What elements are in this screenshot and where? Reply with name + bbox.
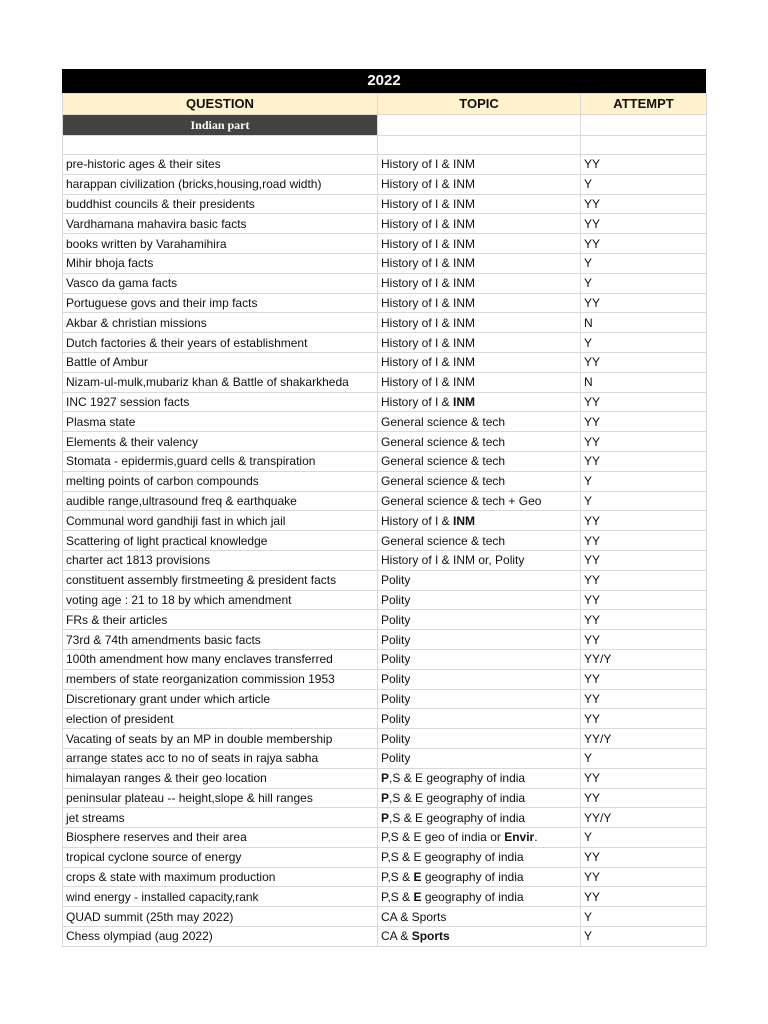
table-row [63, 867, 707, 887]
attempt-cell[interactable]: Y [581, 253, 707, 273]
topic-text: General science & tech [381, 454, 506, 469]
topic-cell[interactable] [378, 352, 581, 372]
question-cell[interactable]: wind energy - installed capacity,rank [63, 887, 378, 907]
attempt-cell[interactable]: YY [581, 689, 707, 709]
topic-text: Polity [381, 592, 411, 607]
topic-cell[interactable] [378, 550, 581, 570]
topic-cell[interactable] [378, 590, 581, 610]
table-row [63, 570, 707, 590]
attempt-cell[interactable]: YY [581, 550, 707, 570]
topic-text: Polity [381, 612, 411, 627]
topic-text: Polity [381, 573, 411, 588]
table-cell[interactable] [581, 115, 707, 136]
topic-text: ,S & E geography of india [389, 790, 526, 805]
question-cell[interactable]: harappan civilization (bricks,housing,road width) [63, 174, 378, 194]
attempt-cell[interactable]: N [581, 313, 707, 333]
topic-text-bold: P [381, 771, 390, 786]
question-cell[interactable]: Chess olympiad (aug 2022) [63, 927, 378, 947]
attempt-cell[interactable]: YY [581, 194, 707, 214]
topic-text: History of I & INM [381, 256, 476, 271]
question-cell[interactable]: Scattering of light practical knowledge [63, 531, 378, 551]
table-row [63, 313, 707, 333]
table-row [63, 630, 707, 650]
question-cell[interactable]: constituent assembly firstmeeting & president facts [63, 570, 378, 590]
attempt-cell[interactable]: YY [581, 669, 707, 689]
topic-text-bold: E [413, 870, 422, 885]
table-row [63, 550, 707, 570]
topic-text-bold: P [381, 790, 390, 805]
topic-cell[interactable] [378, 214, 581, 234]
table-row [63, 927, 707, 947]
table-row [63, 828, 707, 848]
topic-text: Polity [381, 632, 411, 647]
questions-table [62, 93, 707, 947]
attempt-cell[interactable]: YY [581, 234, 707, 254]
topic-text: History of I & [381, 394, 454, 409]
topic-text: History of I & INM [381, 375, 476, 390]
topic-text: P,S & E geo of india or [381, 830, 505, 845]
attempt-cell[interactable]: YY [581, 590, 707, 610]
topic-text: CA & [381, 929, 412, 944]
topic-text-bold: P [381, 810, 390, 825]
attempt-cell[interactable]: YY [581, 214, 707, 234]
attempt-cell[interactable]: YY [581, 352, 707, 372]
topic-cell[interactable] [378, 887, 581, 907]
question-cell[interactable]: QUAD summit (25th may 2022) [63, 907, 378, 927]
question-cell[interactable]: tropical cyclone source of energy [63, 847, 378, 867]
question-cell[interactable]: Dutch factories & their years of establishment [63, 333, 378, 353]
topic-text: General science & tech [381, 474, 506, 489]
question-cell[interactable]: jet streams [63, 808, 378, 828]
topic-text-bold: INM [453, 394, 476, 409]
table-row [63, 788, 707, 808]
attempt-cell[interactable]: YY [581, 155, 707, 175]
topic-text: Polity [381, 672, 411, 687]
table-row [63, 174, 707, 194]
attempt-cell[interactable]: Y [581, 907, 707, 927]
attempt-cell[interactable]: Y [581, 748, 707, 768]
attempt-cell[interactable]: Y [581, 273, 707, 293]
topic-cell[interactable] [378, 689, 581, 709]
topic-cell[interactable] [378, 828, 581, 848]
question-cell[interactable]: Akbar & christian missions [63, 313, 378, 333]
topic-text: ,S & E geography of india [389, 810, 526, 825]
attempt-cell[interactable]: Y [581, 471, 707, 491]
question-cell[interactable]: Communal word gandhiji fast in which jail [63, 511, 378, 531]
header-question[interactable]: QUESTION [63, 94, 378, 115]
table-row [63, 155, 707, 175]
topic-cell[interactable] [378, 630, 581, 650]
question-cell[interactable]: Plasma state [63, 412, 378, 432]
topic-cell[interactable] [378, 649, 581, 669]
table-row [63, 590, 707, 610]
table-row [63, 511, 707, 531]
table-row [63, 333, 707, 353]
topic-cell[interactable] [378, 491, 581, 511]
question-cell[interactable]: peninsular plateau -- height,slope & hill ranges [63, 788, 378, 808]
table-row [63, 709, 707, 729]
topic-text-bold: E [413, 889, 422, 904]
topic-cell[interactable] [378, 768, 581, 788]
header-row [63, 94, 707, 115]
attempt-cell[interactable]: YY [581, 392, 707, 412]
table-row [63, 729, 707, 749]
table-row [63, 907, 707, 927]
topic-cell[interactable] [378, 471, 581, 491]
question-cell[interactable]: Vardhamana mahavira basic facts [63, 214, 378, 234]
question-cell[interactable]: election of president [63, 709, 378, 729]
topic-cell[interactable] [378, 867, 581, 887]
topic-text: . [534, 830, 538, 845]
topic-cell[interactable] [378, 194, 581, 214]
attempt-cell[interactable]: YY [581, 788, 707, 808]
table-cell[interactable] [581, 136, 707, 155]
topic-text: History of I & INM [381, 335, 476, 350]
attempt-cell[interactable]: Y [581, 491, 707, 511]
table-row [63, 610, 707, 630]
question-cell[interactable]: 100th amendment how many enclaves transferred [63, 649, 378, 669]
table-row [63, 847, 707, 867]
attempt-cell[interactable]: YY [581, 432, 707, 452]
attempt-cell[interactable]: YY [581, 847, 707, 867]
table-row [63, 412, 707, 432]
topic-cell[interactable] [378, 234, 581, 254]
topic-text-bold: Envir [504, 830, 535, 845]
topic-cell[interactable] [378, 372, 581, 392]
question-cell[interactable]: charter act 1813 provisions [63, 550, 378, 570]
topic-text: History of I & INM [381, 196, 476, 211]
attempt-cell[interactable]: Y [581, 828, 707, 848]
topic-text: History of I & INM [381, 355, 476, 370]
topic-text-bold: INM [453, 513, 476, 528]
topic-text: History of I & INM [381, 295, 476, 310]
question-cell[interactable]: Mihir bhoja facts [63, 253, 378, 273]
topic-text: ,S & E geography of india [389, 771, 526, 786]
attempt-cell[interactable]: YY [581, 630, 707, 650]
question-cell[interactable]: crops & state with maximum production [63, 867, 378, 887]
question-cell[interactable]: himalayan ranges & their geo location [63, 768, 378, 788]
question-cell[interactable]: buddhist councils & their presidents [63, 194, 378, 214]
attempt-cell[interactable]: YY [581, 887, 707, 907]
topic-text: Polity [381, 751, 411, 766]
topic-cell[interactable] [378, 174, 581, 194]
table-row [63, 531, 707, 551]
attempt-cell[interactable]: YY [581, 768, 707, 788]
question-cell[interactable]: arrange states acc to no of seats in rajya sabha [63, 748, 378, 768]
table-row [63, 352, 707, 372]
topic-text: General science & tech [381, 414, 506, 429]
topic-text: History of I & INM or, Polity [381, 553, 525, 568]
table-cell[interactable] [63, 136, 378, 155]
table-cell[interactable] [378, 115, 581, 136]
topic-cell[interactable] [378, 808, 581, 828]
question-cell[interactable]: audible range,ultrasound freq & earthquake [63, 491, 378, 511]
table-row [63, 887, 707, 907]
table-row [63, 689, 707, 709]
topic-text: CA & Sports [381, 909, 447, 924]
attempt-cell[interactable]: Y [581, 927, 707, 947]
question-cell[interactable]: Nizam-ul-mulk,mubariz khan & Battle of shakarkheda [63, 372, 378, 392]
question-cell[interactable]: Battle of Ambur [63, 352, 378, 372]
topic-text: Polity [381, 691, 411, 706]
question-cell[interactable]: FRs & their articles [63, 610, 378, 630]
table-row [63, 451, 707, 471]
attempt-cell[interactable]: Y [581, 174, 707, 194]
attempt-cell[interactable]: YY [581, 867, 707, 887]
topic-text: P,S & [381, 870, 414, 885]
topic-cell[interactable] [378, 451, 581, 471]
topic-text: Polity [381, 711, 411, 726]
topic-text: History of I & INM [381, 216, 476, 231]
topic-cell[interactable] [378, 333, 581, 353]
table-row [63, 768, 707, 788]
topic-cell[interactable] [378, 313, 581, 333]
question-cell[interactable]: voting age : 21 to 18 by which amendment [63, 590, 378, 610]
topic-cell[interactable] [378, 432, 581, 452]
topic-text: General science & tech + Geo [381, 493, 542, 508]
attempt-cell[interactable]: N [581, 372, 707, 392]
question-cell[interactable]: books written by Varahamihira [63, 234, 378, 254]
attempt-cell[interactable]: YY [581, 531, 707, 551]
topic-text: General science & tech [381, 434, 506, 449]
table-row [63, 234, 707, 254]
attempt-cell[interactable]: YY [581, 451, 707, 471]
topic-cell[interactable] [378, 412, 581, 432]
topic-cell[interactable] [378, 748, 581, 768]
topic-text: P,S & [381, 889, 414, 904]
question-cell[interactable]: Stomata - epidermis,guard cells & transpiration [63, 451, 378, 471]
attempt-cell[interactable]: YY/Y [581, 649, 707, 669]
topic-cell[interactable] [378, 927, 581, 947]
topic-text: Polity [381, 731, 411, 746]
attempt-cell[interactable]: YY/Y [581, 729, 707, 749]
attempt-cell[interactable]: YY [581, 709, 707, 729]
topic-text: History of I & INM [381, 276, 476, 291]
topic-text: History of I & INM [381, 157, 476, 172]
table-row [63, 649, 707, 669]
table-row [63, 372, 707, 392]
topic-text: General science & tech [381, 533, 506, 548]
table-row [63, 669, 707, 689]
question-cell[interactable]: Vasco da gama facts [63, 273, 378, 293]
topic-cell[interactable] [378, 531, 581, 551]
topic-text: Polity [381, 652, 411, 667]
topic-text: History of I & INM [381, 236, 476, 251]
topic-text: geography of india [421, 870, 524, 885]
question-cell[interactable]: Portuguese govs and their imp facts [63, 293, 378, 313]
topic-cell[interactable] [378, 293, 581, 313]
header-topic[interactable]: TOPIC [378, 94, 581, 115]
topic-cell[interactable] [378, 511, 581, 531]
question-cell[interactable]: INC 1927 session facts [63, 392, 378, 412]
table-row [63, 432, 707, 452]
question-cell[interactable]: members of state reorganization commission 1953 [63, 669, 378, 689]
topic-text: P,S & E geography of india [381, 850, 524, 865]
topic-cell[interactable] [378, 610, 581, 630]
table-row [63, 194, 707, 214]
table-row [63, 392, 707, 412]
attempt-cell[interactable]: YY [581, 511, 707, 531]
table-row [63, 471, 707, 491]
question-cell[interactable]: Discretionary grant under which article [63, 689, 378, 709]
topic-text: History of I & INM [381, 315, 476, 330]
question-cell[interactable]: Vacating of seats by an MP in double membership [63, 729, 378, 749]
question-cell[interactable]: pre-historic ages & their sites [63, 155, 378, 175]
table-row [63, 214, 707, 234]
topic-cell[interactable] [378, 907, 581, 927]
question-cell[interactable]: Elements & their valency [63, 432, 378, 452]
section-row [63, 115, 707, 136]
attempt-cell[interactable]: YY [581, 610, 707, 630]
empty-row [63, 136, 707, 155]
table-row [63, 293, 707, 313]
topic-cell[interactable] [378, 788, 581, 808]
attempt-cell[interactable]: YY [581, 570, 707, 590]
attempt-cell[interactable]: YY [581, 412, 707, 432]
section-label[interactable]: Indian part [63, 115, 378, 136]
spreadsheet [62, 69, 706, 947]
question-cell[interactable]: Biosphere reserves and their area [63, 828, 378, 848]
topic-cell[interactable] [378, 253, 581, 273]
topic-cell[interactable] [378, 273, 581, 293]
header-attempt[interactable]: ATTEMPT [581, 94, 707, 115]
table-cell[interactable] [378, 136, 581, 155]
attempt-cell[interactable]: YY [581, 293, 707, 313]
table-row [63, 808, 707, 828]
table-row [63, 491, 707, 511]
topic-text: History of I & [381, 513, 454, 528]
topic-cell[interactable] [378, 392, 581, 412]
topic-text-bold: Sports [411, 929, 450, 944]
attempt-cell[interactable]: Y [581, 333, 707, 353]
topic-cell[interactable] [378, 729, 581, 749]
topic-cell[interactable] [378, 669, 581, 689]
table-row [63, 273, 707, 293]
table-row [63, 748, 707, 768]
topic-cell[interactable] [378, 847, 581, 867]
question-cell[interactable]: 73rd & 74th amendments basic facts [63, 630, 378, 650]
topic-text: History of I & INM [381, 177, 476, 192]
question-cell[interactable]: melting points of carbon compounds [63, 471, 378, 491]
attempt-cell[interactable]: YY/Y [581, 808, 707, 828]
table-row [63, 253, 707, 273]
topic-text: geography of india [421, 889, 524, 904]
sheet-title: 2022 [62, 69, 706, 93]
topic-cell[interactable] [378, 570, 581, 590]
topic-cell[interactable] [378, 709, 581, 729]
topic-cell[interactable] [378, 155, 581, 175]
